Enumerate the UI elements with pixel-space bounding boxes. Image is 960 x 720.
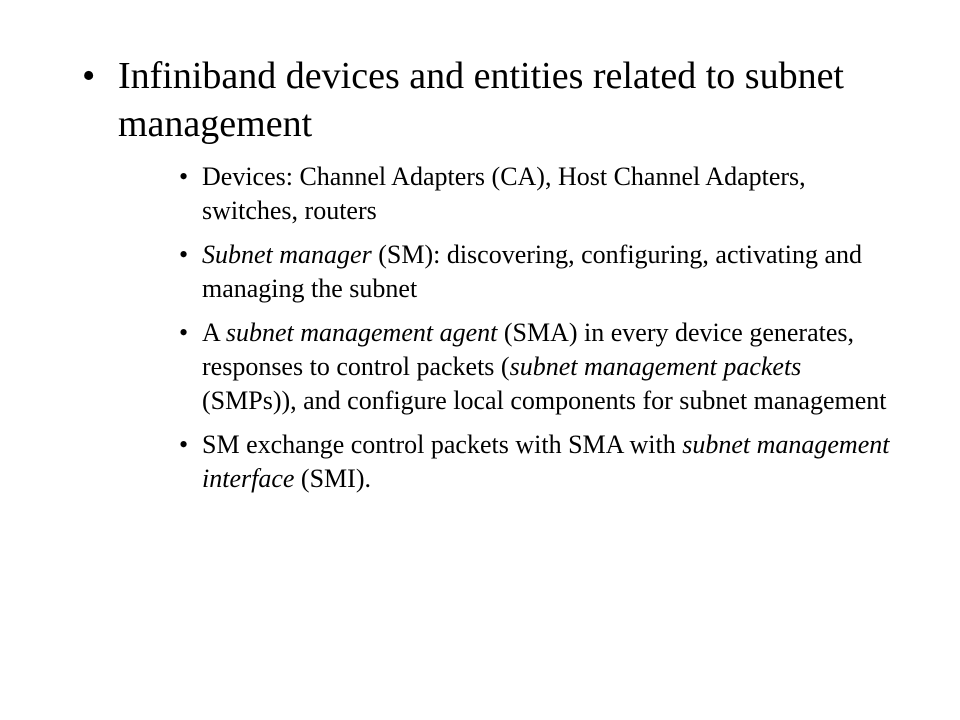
- main-bullet-text: Infiniband devices and entities related to subnet management: [118, 55, 844, 145]
- italic-term: Subnet manager: [202, 240, 372, 269]
- italic-term: subnet management agent: [225, 318, 498, 347]
- italic-term: subnet management interface: [202, 430, 890, 493]
- sub-bullet-item: [179, 316, 899, 418]
- text-segment: SM exchange control packets with SMA with: [202, 430, 683, 459]
- sub-bullet-item: [179, 238, 899, 306]
- bullet-dot-icon: •: [179, 318, 189, 347]
- text-segment: Devices: Channel Adapters (CA), Host Channel Adapters, switches, routers: [202, 162, 806, 225]
- text-segment: A: [202, 318, 226, 347]
- sub-bullet-text: [202, 160, 899, 228]
- text-segment: (SMA) in every device generates, responses to control packets (: [202, 318, 854, 381]
- bullet-dot-icon: •: [179, 240, 189, 269]
- sub-bullet-item: [179, 160, 899, 228]
- bullet-dot-icon: •: [179, 162, 189, 191]
- italic-term: subnet management packets: [509, 352, 802, 381]
- sub-bullet-text: [202, 316, 899, 418]
- text-segment: (SMPs)), and configure local components for subnet management: [202, 386, 887, 415]
- sub-bullet-text: [202, 238, 899, 306]
- sub-bullet-list: [179, 160, 899, 506]
- main-bullet: [82, 52, 882, 148]
- sub-bullet-text: [202, 428, 899, 496]
- bullet-dot-icon: •: [179, 430, 189, 459]
- sub-bullet-item: [179, 428, 899, 496]
- text-segment: (SMI).: [294, 464, 371, 493]
- text-segment: (SM): discovering, configuring, activating and managing the subnet: [202, 240, 862, 303]
- bullet-dot-icon: •: [82, 55, 96, 97]
